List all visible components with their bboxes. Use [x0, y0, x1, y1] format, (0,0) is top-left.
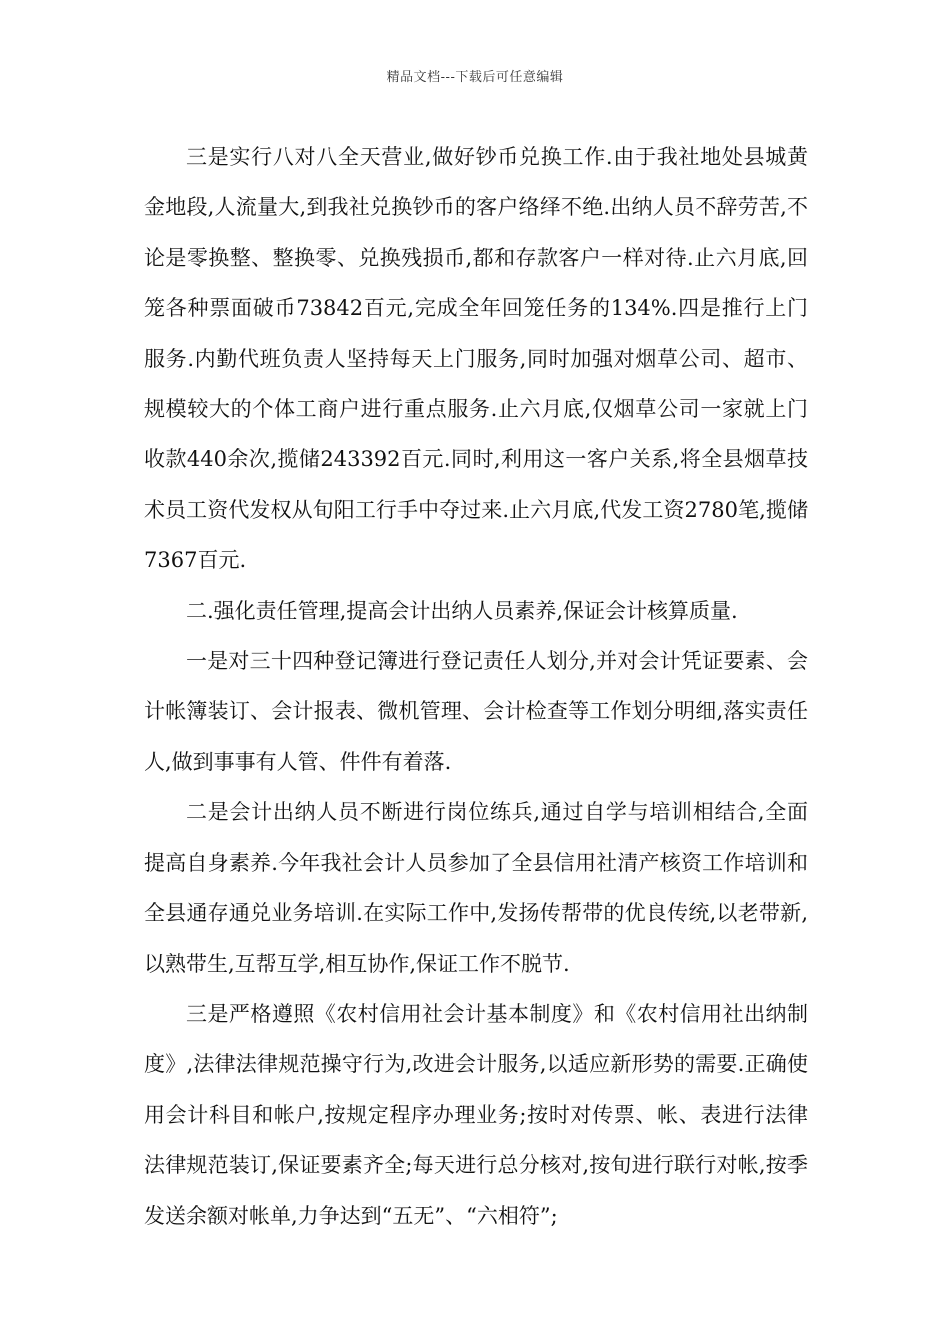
document-body — [144, 132, 808, 1241]
paragraph-service-measures: 三是实行八对八全天营业,做好钞币兑换工作.由于我社地处县城黄金地段,人流量大,到我社兑换钞币的客户络绎不绝.出纳人员不辞劳苦,不论是零换整、整换零、兑换残损币,都和存款客户一样对待.止六月底,回笼各种票面破币73842百元,完成全年回笼任务的134%.四是推行上门服务.内勤代班负责人坚持每天上门服务,同时加强对烟草公司、超市、规模较大的个体工商户进行重点服务.止六月底,仅烟草公司一家就上门收款440余次,揽储243392百元.同时,利用这一客户关系,将全县烟草技术员工资代发权从旬阳工行手中夺过来.止六月底,代发工资2780笔,揽储7367百元. — [144, 145, 808, 573]
paragraph-responsibility: 一是对三十四种登记簿进行登记责任人划分,并对会计凭证要素、会计帐簿装订、会计报表、微机管理、会计检查等工作划分明细,落实责任人,做到事事有人管、件件有着落. — [144, 649, 808, 774]
paragraph-regulations: 三是严格遵照《农村信用社会计基本制度》和《农村信用社出纳制度》,法律法律规范操守行为,改进会计服务,以适应新形势的需要.正确使用会计科目和帐户,按规定程序办理业务;按时对传票、帐、表进行法律法律规范装订,保证要素齐全;每天进行总分核对,按旬进行联行对帐,按季发送余额对帐单,力争达到“五无”、“六相符”; — [144, 1001, 808, 1228]
paragraph-section-heading: 二.强化责任管理,提高会计出纳人员素养,保证会计核算质量. — [186, 598, 738, 623]
paragraph-training: 二是会计出纳人员不断进行岗位练兵,通过自学与培训相结合,全面提高自身素养.今年我社会计人员参加了全县信用社清产核资工作培训和全县通存通兑业务培训.在实际工作中,发扬传帮带的优良传统,以老带新,以熟带生,互帮互学,相互协作,保证工作不脱节. — [144, 800, 808, 976]
page-header: 精品文档---下载后可任意编辑 — [386, 70, 564, 85]
